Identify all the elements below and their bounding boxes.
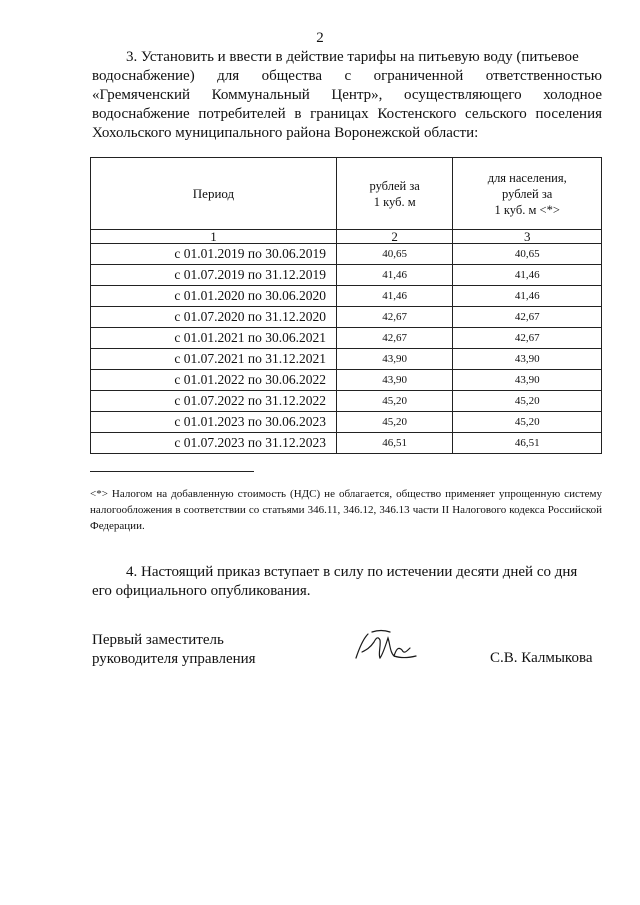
- table-row: [91, 370, 602, 391]
- signatory-name: С.В. Калмыкова: [490, 650, 593, 666]
- item-4-first-line: 4. Настоящий приказ вступает в силу по истечении десяти дней со дня: [126, 564, 578, 580]
- rub-cell: 45,20: [336, 391, 452, 412]
- table-index-row: [91, 230, 602, 244]
- population-cell: 41,46: [453, 286, 602, 307]
- population-cell: 45,20: [453, 391, 602, 412]
- population-cell: 41,46: [453, 265, 602, 286]
- population-cell: 43,90: [453, 349, 602, 370]
- period-cell: с 01.07.2023 по 31.12.2023: [91, 433, 337, 454]
- table-row: [91, 244, 602, 265]
- header-population: [453, 158, 602, 230]
- population-cell: 40,65: [453, 244, 602, 265]
- rub-cell: 43,90: [336, 370, 452, 391]
- population-cell: 42,67: [453, 328, 602, 349]
- page-number: 2: [316, 30, 324, 46]
- table-row: [91, 328, 602, 349]
- rub-cell: 45,20: [336, 412, 452, 433]
- period-cell: с 01.07.2022 по 31.12.2022: [91, 391, 337, 412]
- period-cell: с 01.01.2022 по 30.06.2022: [91, 370, 337, 391]
- index-cell: 1: [91, 230, 337, 244]
- population-cell: 42,67: [453, 307, 602, 328]
- header-period: Период: [91, 158, 337, 230]
- index-cell: 2: [336, 230, 452, 244]
- signatory-title: [92, 631, 256, 669]
- item-3-text: водоснабжение) для общества с ограниченной ответственностью «Гремяченский Коммунальный Центр», осуществляющего холодное водоснабжение потребителей в границах Костенского сельского поселения Хохольского муниципального района Воронежской области:: [92, 68, 602, 141]
- rub-cell: 46,51: [336, 433, 452, 454]
- header-rub-per-m3: [336, 158, 452, 230]
- period-cell: с 01.07.2020 по 31.12.2020: [91, 307, 337, 328]
- table-row: [91, 433, 602, 454]
- period-cell: с 01.07.2019 по 31.12.2019: [91, 265, 337, 286]
- handwritten-signature: [350, 628, 420, 668]
- table-row: [91, 307, 602, 328]
- item-4-paragraph: [92, 563, 602, 601]
- footnote-divider: [90, 471, 254, 472]
- period-cell: с 01.01.2020 по 30.06.2020: [91, 286, 337, 307]
- rub-cell: 40,65: [336, 244, 452, 265]
- population-cell: 46,51: [453, 433, 602, 454]
- period-cell: с 01.01.2021 по 30.06.2021: [91, 328, 337, 349]
- rub-cell: 43,90: [336, 349, 452, 370]
- header-col3-line2: рублей за: [502, 186, 553, 201]
- population-cell: 43,90: [453, 370, 602, 391]
- rub-cell: 41,46: [336, 265, 452, 286]
- period-cell: с 01.07.2021 по 31.12.2021: [91, 349, 337, 370]
- item-3-first-line: 3. Установить и ввести в действие тарифы на питьевую воду (питьевое: [126, 49, 579, 65]
- table-row: [91, 265, 602, 286]
- item-4-text: его официального опубликования.: [92, 583, 311, 599]
- table-row: [91, 349, 602, 370]
- header-col3-line1: для населения,: [487, 170, 567, 185]
- header-col2-line2: 1 куб. м: [373, 194, 416, 209]
- rub-cell: 42,67: [336, 328, 452, 349]
- period-cell: с 01.01.2023 по 30.06.2023: [91, 412, 337, 433]
- table-header-row: [91, 158, 602, 230]
- footnote: <*> Налогом на добавленную стоимость (НДС) не облагается, общество применяет упрощенную систему налогообложения в соответствии со статьями 346.11, 346.12, 346.13 части II Налогового кодекса Российской Федерации.: [90, 488, 602, 532]
- header-col3-line3: 1 куб. м <*>: [494, 202, 560, 217]
- table-row: [91, 412, 602, 433]
- period-cell: с 01.01.2019 по 30.06.2019: [91, 244, 337, 265]
- item-3-paragraph: [92, 48, 602, 143]
- table-row: [91, 391, 602, 412]
- index-cell: 3: [453, 230, 602, 244]
- population-cell: 45,20: [453, 412, 602, 433]
- tariff-table: [90, 157, 602, 454]
- header-col2-line1: рублей за: [369, 178, 420, 193]
- signatory-title-line2: руководителя управления: [92, 651, 256, 667]
- rub-cell: 41,46: [336, 286, 452, 307]
- rub-cell: 42,67: [336, 307, 452, 328]
- signatory-title-line1: Первый заместитель: [92, 632, 224, 648]
- table-row: [91, 286, 602, 307]
